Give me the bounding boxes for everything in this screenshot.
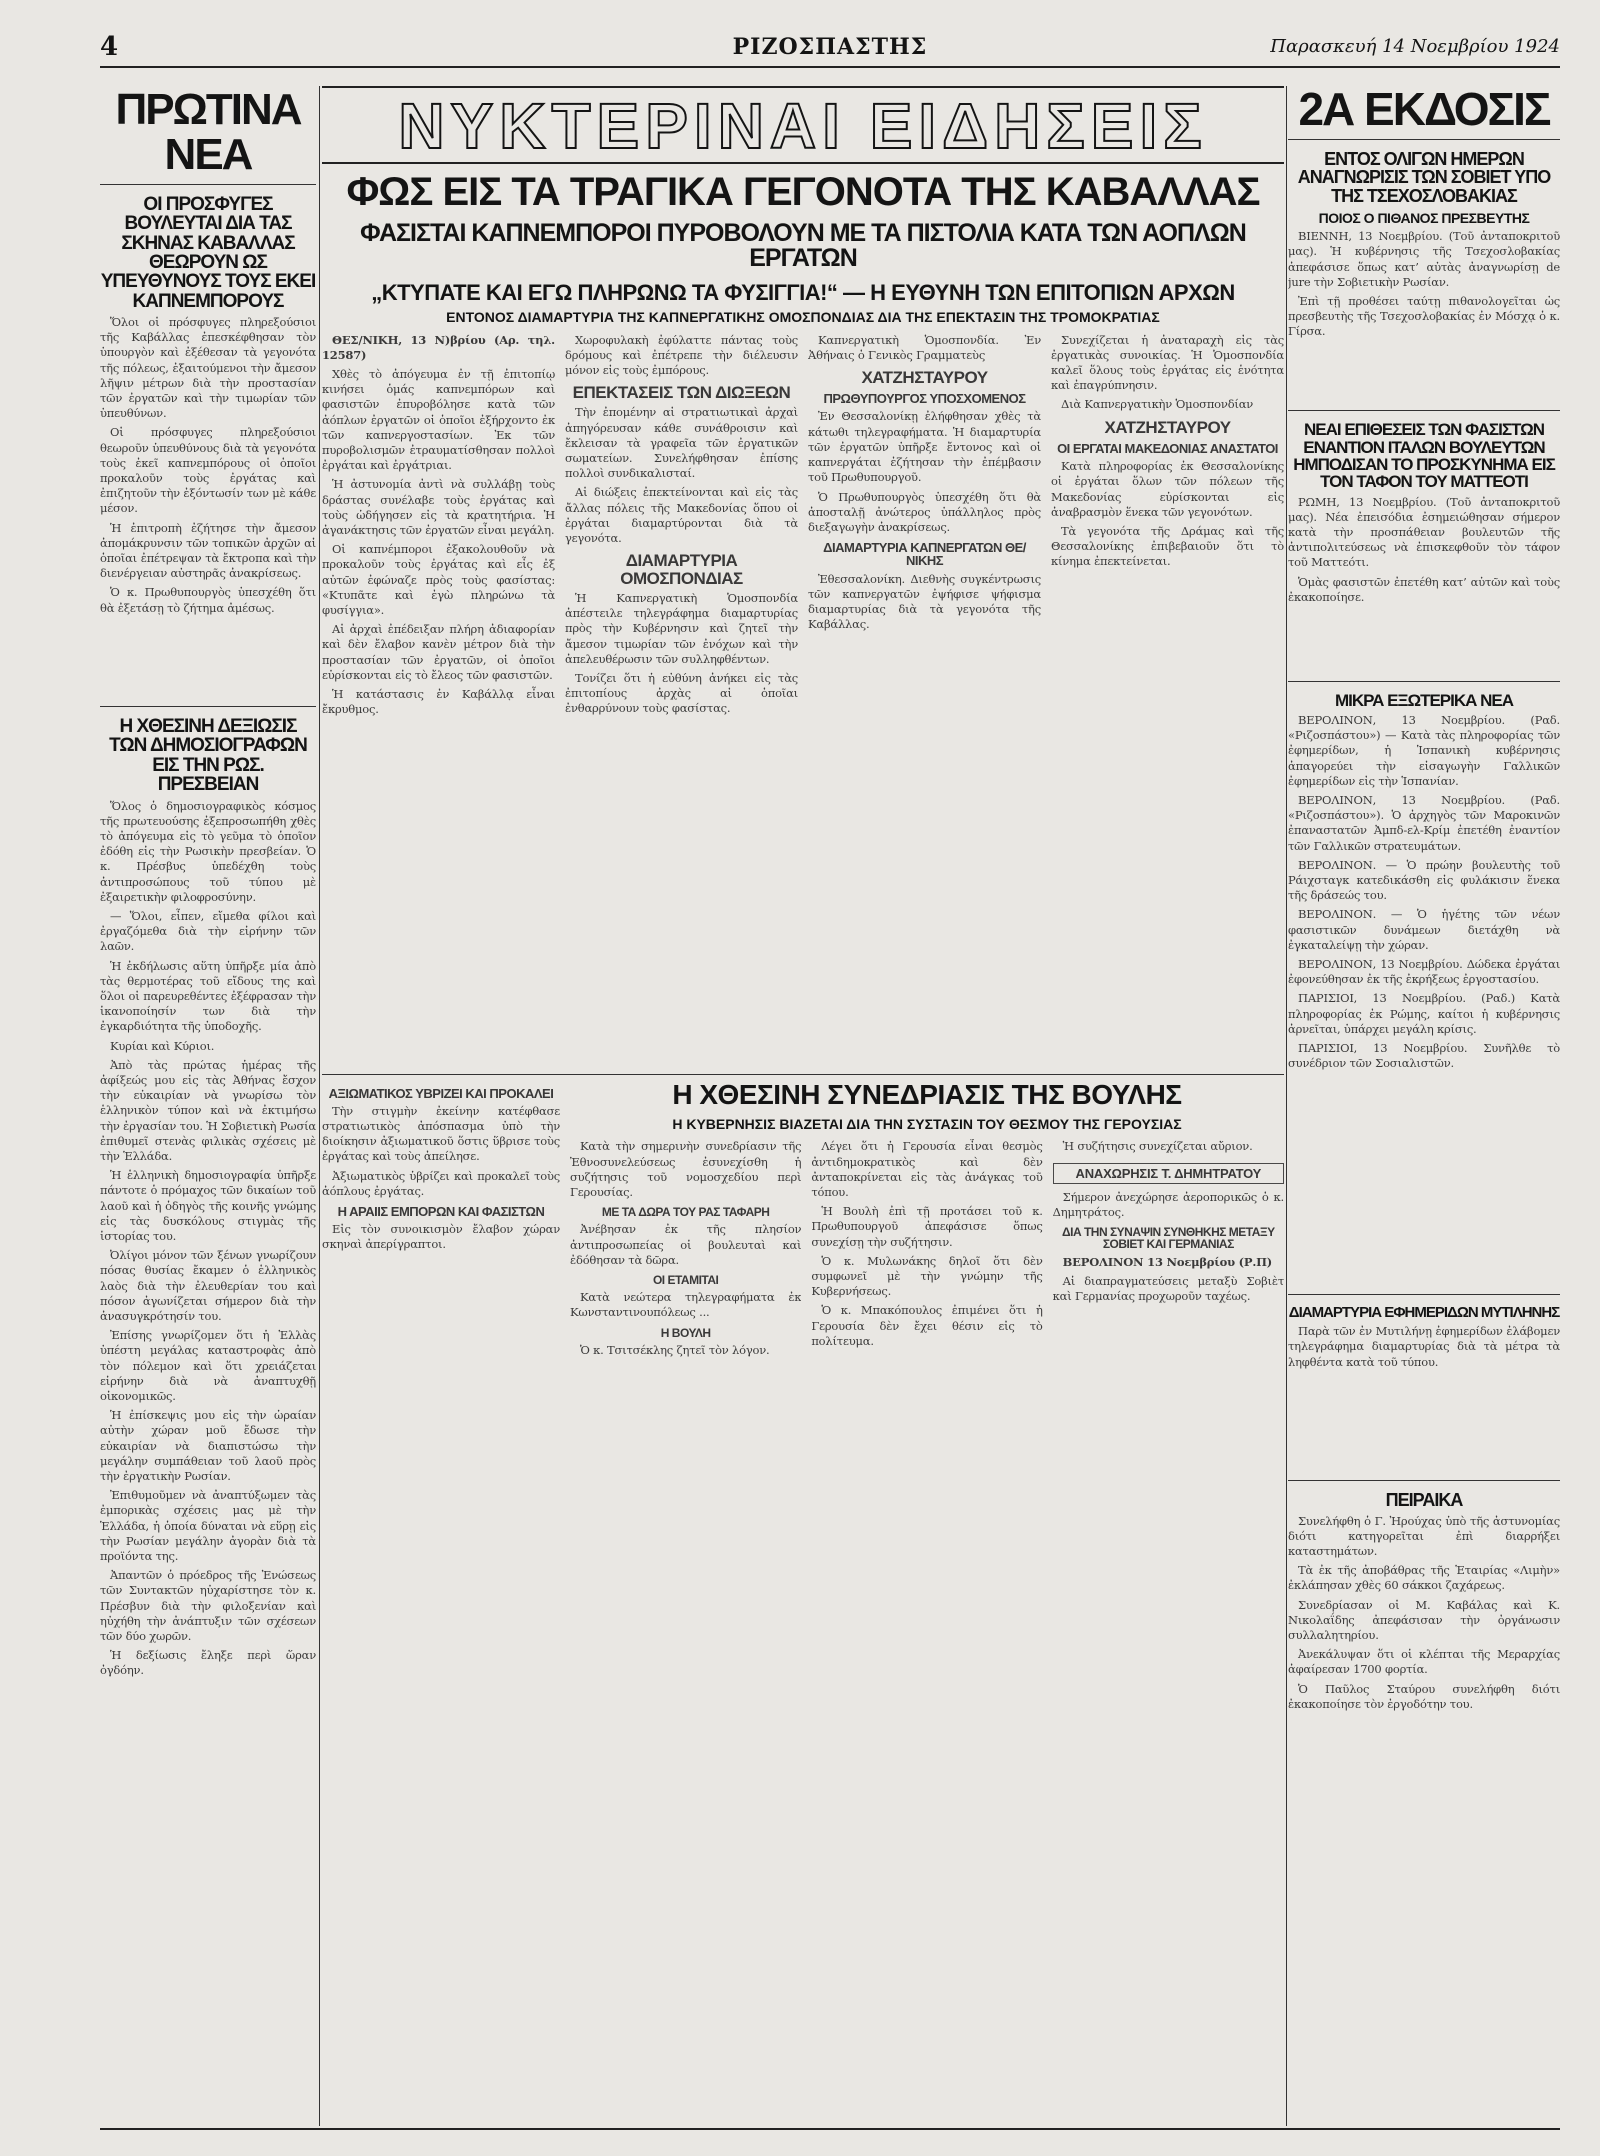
right-story3-headline: ΜΙΚΡΑ ΕΞΩΤΕΡΙΚΑ ΝΕΑ: [1334, 690, 1514, 710]
right-story2-headline: ΝΕΑΙ ΕΠΙΘΕΣΕΙΣ ΤΩΝ ΦΑΣΙΣΤΩΝ ΕΝΑΝΤΙΟΝ ΙΤΑΛΩΝ ΒΟΥΛΕΥΤΩΝ ΗΜΠΟΔΙΣΑΝ ΤΟ ΠΡΟΣΚΥΝΗΜΑ ΕΙΣ ΤΟΝ ΤΑΦΟΝ ΤΟΥ ΜΑΤΤΕΟΤΙ: [1293, 420, 1555, 492]
right-column: [1288, 86, 1560, 2126]
left-story1-headline: ΟΙ ΠΡΟΣΦΥΓΕΣ ΒΟΥΛΕΥΤΑΙ ΔΙΑ ΤΑΣ ΣΚΗΝΑΣ ΚΑΒΑΛΛΑΣ ΘΕΩΡΟΥΝ ΩΣ ΥΠΕΥΘΥΝΟΥΣ ΤΟΥΣ ΕΚΕΙ ΚΑΠΝΕΜΠΟΡΟΥΣ: [100, 193, 316, 312]
kavala-col-3: Καπνεργατικὴ Ὁμοσπονδία. Ἐν Ἀθήναις ὁ Γενικὸς Γραμματεὺς ΧΑΤΖΗΣΤΑΥΡΟΥ ΠΡΩΘΥΠΟΥΡΓΟΣ ΥΠΟΣΧΟΜΕΝΟΣ Ἐν Θεσσαλονίκῃ ἐλήφθησαν χθὲς τὰ κάτωθι τηλεγραφήματα. Ἡ διαμαρτυρία τῶν ἐργατῶν ὑπῆρξε ἔντονος καὶ οἱ καπνεργάται ἐζήτησαν τὴν ἐπέμβασιν τοῦ Πρωθυπουργοῦ. Ὁ Πρωθυπουργὸς ὑπεσχέθη ὅτι θὰ ἀποσταλῇ ἀνώτερος ὑπάλληλος πρὸς διεξαγωγὴν ἀνακρίσεως. ΔΙΑΜΑΡΤΥΡΙΑ ΚΑΠΝΕΡΓΑΤΩΝ ΘΕ/ΝΙΚΗΣ Ἐθεσσαλονίκη. Διεθνὴς συγκέντρωσις τῶν καπνεργατῶν ἐψήφισε ψήφισμα διαμαρτυρίας διὰ τὰ γεγονότα τῆς Καβάλλας.: [808, 332, 1041, 632]
right-story2-body: ΡΩΜΗ, 13 Νοεμβρίου. (Τοῦ ἀνταποκριτοῦ μας). Νέα ἐπεισόδια ἐσημειώθησαν σήμερον κατὰ τὴν προσπάθειαν βουλευτῶν τῆς ἀντιπολιτεύσεως νὰ ἐπισκεφθοῦν τὸν τάφον τοῦ Ματτεότι. Ὁμὰς φασιστῶν ἐπετέθη κατ’ αὐτῶν καὶ τοὺς ἐκακοποίησε.: [1288, 494, 1560, 604]
section-araiis: Η ΑΡΑΙΙΣ ΕΜΠΟΡΩΝ ΚΑΙ ΦΑΣΙΣΤΩΝ: [337, 1203, 545, 1219]
section-etamitai: ΟΙ ΕΤΑΜΙΤΑΙ: [652, 1272, 719, 1287]
section-dora: ΜΕ ΤΑ ΔΩΡΑ ΤΟΥ ΡΑΣ ΤΑΦΑΡΗ: [601, 1205, 770, 1220]
section-diamartyria: ΔΙΑΜΑΡΤΥΡΙΑ ΟΜΟΣΠΟΝΔΙΑΣ: [620, 551, 743, 588]
night-news-banner: ΝΥΚΤΕΡΙΝΑΙ ΕΙΔΗΣΕΙΣ: [398, 90, 1208, 162]
vouli-subhead: Η ΚΥΒΕΡΝΗΣΙΣ ΒΙΑΖΕΤΑΙ ΔΙΑ ΤΗΝ ΣΥΣΤΑΣΙΝ ΤΟΥ ΘΕΣΜΟΥ ΤΗΣ ΓΕΡΟΥΣΙΑΣ: [672, 1116, 1182, 1133]
vouli-block: [570, 1078, 1284, 1911]
left-story1-body: Ὅλοι οἱ πρόσφυγες πληρεξούσιοι τῆς Καβάλλας ἐπεσκέφθησαν τὸν ὑπουργὸν καὶ ἐξέθεσαν τὰ γεγονότα τῆς πόλεως, ἐξαιτούμενοι τὴν ἄμεσον λῆψιν μέτρων διὰ τὴν προστασίαν τῶν ἐργατῶν καὶ τὴν τιμωρίαν τῶν ὑπευθύνων. Οἱ πρόσφυγες πληρεξούσιοι θεωροῦν ὑπευθύνους διὰ τὰ γεγονότα τοὺς ἐκεῖ καπνεμπόρους οἱ ὁποῖοι προκαλοῦν τοὺς ἐργάτας καὶ ἐπιζητοῦν τὴν ἐξόντωσίν των μὲ κάθε μέσον. Ἡ ἐπιτροπὴ ἐζήτησε τὴν ἄμεσον ἀπομάκρυνσιν τῶν τοπικῶν ἀρχῶν αἱ ὁποῖαι ἐπέτρεψαν τὰ ἔκτροπα καὶ τὴν διενέργειαν αὐστηρᾶς ἀνακρίσεως. Ὁ κ. Πρωθυπουργὸς ὑπεσχέθη ὅτι θὰ ἐξετάσῃ τὸ ζήτημα ἀμέσως.: [100, 315, 316, 615]
left-section-title: ΠΡΩΤΙΝΑ ΝΕΑ: [115, 86, 301, 179]
masthead-rule: [100, 66, 1560, 68]
section-synapsis: ΔΙΑ ΤΗΝ ΣΥΝΑΨΙΝ ΣΥΝΘΗΚΗΣ ΜΕΤΑΞΥ ΣΟΒΙΕΤ ΚΑΙ ΓΕΡΜΑΝΙΑΣ: [1062, 1225, 1275, 1252]
section-epektaseis: ΕΠΕΚΤΑΣΕΙΣ ΤΩΝ ΔΙΩΞΕΩΝ: [572, 383, 791, 403]
right-story5-body: Συνελήφθη ὁ Γ. Ἠρούχας ὑπὸ τῆς ἀστυνομίας διότι κατηγορεῖται ἐπὶ διαρρήξει καταστημάτων. Τὰ ἐκ τῆς ἀποβάθρας τῆς Ἑταιρίας «Λιμὴν» ἐκλάπησαν χθὲς 60 σάκκοι ζαχάρεως. Συνεδρίασαν οἱ Μ. Καβάλας καὶ Κ. Νικολαΐδης ἀπεφάσισαν τὴν ὀργάνωσιν συλλαλητηρίου. Ἀνεκάλυψαν ὅτι οἱ κλέπται τῆς Μεραρχίας ἀφαίρεσαν 1700 φορτία. Ὁ Παῦλος Σταύρου συνελήφθη διότι ἐκακοποίησε τὸν ἐργοδότην του.: [1288, 1513, 1560, 1711]
vouli-headline: Η ΧΘΕΣΙΝΗ ΣΥΝΕΔΡΙΑΣΙΣ ΤΗΣ ΒΟΥΛΗΣ: [672, 1078, 1182, 1110]
right-story4-body: Παρὰ τῶν ἐν Μυτιλήνῃ ἐφημερίδων ἐλάβομεν τηλεγράφημα διαμαρτυρίας διὰ τὰ μέτρα τὰ ληφθέντα κατὰ τοῦ τύπου.: [1288, 1324, 1560, 1369]
synapsis-dateline: ΒΕΡΟΛΙΝΟΝ 13 Νοεμβρίου (Ρ.Π): [1062, 1254, 1273, 1269]
right-story4-headline: ΔΙΑΜΑΡΤΥΡΙΑ ΕΦΗΜΕΡΙΔΩΝ ΜΥΤΙΛΗΝΗΣ: [1288, 1303, 1560, 1321]
right-story5-headline: ΠΕΙΡΑΙΚΑ: [1385, 1490, 1463, 1511]
column-divider: [319, 86, 320, 2126]
left-column: [100, 86, 316, 2126]
section-pryo: ΠΡΩΘΥΠΟΥΡΓΟΣ ΥΠΟΣΧΟΜΕΝΟΣ: [823, 391, 1026, 407]
right-story1-headline: ΕΝΤΟΣ ΟΛΙΓΩΝ ΗΜΕΡΩΝ ΑΝΑΓΝΩΡΙΣΙΣ ΤΩΝ ΣΟΒΙΕΤ ΥΠΟ ΤΗΣ ΤΣΕΧΟΣΛΟΒΑΚΙΑΣ: [1297, 148, 1551, 206]
section-xatzistavrou: ΧΑΤΖΗΣΤΑΥΡΟΥ: [861, 367, 988, 387]
right-story3-body: ΒΕΡΟΛΙΝΟΝ, 13 Νοεμβρίου. (Ραδ. «Ριζοσπάστου») — Κατὰ τὰς πληροφορίας τῶν ἐφημερίδων, ἡ Ἱσπανικὴ κυβέρνησις ἀπαγορεύει τὴν εἰσαγωγὴν Γαλλικῶν ἐφημερίδων εἰς τὴν Ἱσπανίαν. ΒΕΡΟΛΙΝΟΝ, 13 Νοεμβρίου. (Ραδ. «Ριζοσπάστου»). Ὁ ἀρχηγὸς τῶν Μαροκινῶν ἐπαναστατῶν Ἀμπδ-ελ-Κρίμ ἐπετέθη ἐναντίον τῶν Γαλλικῶν στρατευμάτων. ΒΕΡΟΛΙΝΟΝ. — Ὁ πρώην βουλευτὴς τοῦ Ράιχσταγκ κατεδικάσθη εἰς φυλάκισιν ἕνεκα τῆς δράσεώς του. ΒΕΡΟΛΙΝΟΝ. — Ὁ ἡγέτης τῶν νέων φασιστικῶν δυνάμεων διετάχθη νὰ ἐγκαταλείψῃ τὴν χώραν. ΒΕΡΟΛΙΝΟΝ, 13 Νοεμβρίου. Δώδεκα ἐργάται ἐφονεύθησαν ἐκ τῆς ἐκρήξεως ἐργοστασίου. ΠΑΡΙΣΙΟΙ, 13 Νοεμβρίου. (Ραδ.) Κατὰ πληροφορίας ἐκ Ρώμης, καίτοι ἡ κυβέρνησις ἀρνεῖται, ὑπάρχει μεγάλη κρίσις. ΠΑΡΙΣΙΟΙ, 13 Νοεμβρίου. Συνῆλθε τὸ συνέδριον τῶν Σοσιαλιστῶν.: [1288, 712, 1560, 1071]
section-ergatai: ΟΙ ΕΡΓΑΤΑΙ ΜΑΚΕΔΟΝΙΑΣ ΑΝΑΣΤΑΤΟΙ: [1057, 440, 1278, 456]
protest-subhead: ΕΝΤΟΝΟΣ ΔΙΑΜΑΡΤΥΡΙΑ ΤΗΣ ΚΑΠΝΕΡΓΑΤΙΚΗΣ ΟΜΟΣΠΟΝΔΙΑΣ ΔΙΑ ΤΗΣ ΕΠΕΚΤΑΣΙΝ ΤΗΣ ΤΡΟΜΟΚΡΑΤΙΑΣ: [446, 309, 1160, 326]
main-subhead: ΦΑΣΙΣΤΑΙ ΚΑΠΝΕΜΠΟΡΟΙ ΠΥΡΟΒΟΛΟΥΝ ΜΕ ΤΑ ΠΙΣΤΟΛΙΑ ΚΑΤΑ ΤΩΝ ΑΟΠΛΩΝ ΕΡΓΑΤΩΝ: [360, 218, 1246, 273]
kavala-col-4: Συνεχίζεται ἡ ἀναταραχὴ εἰς τὰς ἐργατικὰς συνοικίας. Ἡ Ὁμοσπονδία καλεῖ ὅλους τοὺς ἐργάτας εἰς ἑνότητα καὶ ἐπαγρύπνησιν. Διὰ Καπνεργατικὴν Ὁμοσπονδίαν ΧΑΤΖΗΣΤΑΥΡΟΥ ΟΙ ΕΡΓΑΤΑΙ ΜΑΚΕΔΟΝΙΑΣ ΑΝΑΣΤΑΤΟΙ Κατὰ πληροφορίας ἐκ Θεσσαλονίκης οἱ ἐργάται ὅλων τῶν πόλεων τῆς Μακεδονίας εὑρίσκονται εἰς ἀναβρασμὸν ἕνεκα τῶν γεγονότων. Τὰ γεγονότα τῆς Δράμας καὶ τῆς Θεσσαλονίκης ἐπιβεβαιοῦν ὅτι τὸ κίνημα ἐπεκτείνεται.: [1051, 332, 1284, 569]
kavala-col-1: ΘΕΣ/ΝΙΚΗ, 13 Ν)βρίου (Αρ. τηλ. 12587) Χθὲς τὸ ἀπόγευμα ἐν τῇ ἐπιτοπίῳ κινήσει ὁμάς καπνεμπόρων καὶ φασιστῶν ἐπυροβόλησε κατὰ τῶν ἀόπλων ἐργατῶν οἱ ὁποῖοι ἐξήρχοντο ἐκ τῶν καπνεργοστασίων. Ἐκ τῶν πυροβολισμῶν ἐτραυματίσθησαν πολλοὶ ἐργάται καὶ ἐργάτριαι. Ἡ ἀστυνομία ἀντὶ νὰ συλλάβῃ τοὺς δράστας συνέλαβε τοὺς ἐργάτας καὶ τοὺς ὡδήγησεν εἰς τὰ κρατητήρια. Ἡ ἀγανάκτησις τῶν ἐργατῶν εἶναι μεγάλη. Οἱ καπνέμποροι ἐξακολουθοῦν νὰ προκαλοῦν τοὺς ἐργάτας καὶ εἷς ἐξ αὐτῶν ἐφώναζε πρὸς τοὺς φασίστας: «Κτυπᾶτε καὶ ἐγὼ πληρώνω τὰ φυσίγγια». Αἱ ἀρχαὶ ἐπέδειξαν πλήρη ἀδιαφορίαν καὶ δὲν ἔλαβον κανὲν μέτρον διὰ τὴν προστασίαν τῶν ἐργατῶν, οἱ ὁποῖοι εὑρίσκονται εἰς τὸ ἔλεος τῶν φασιστῶν. Ἡ κατάστασις ἐν Καβάλλᾳ εἶναι ἔκρυθμος.: [322, 332, 555, 717]
section-vouli: Η ΒΟΥΛΗ: [660, 1325, 711, 1340]
right-story1-kicker: ΠΟΙΟΣ Ο ΠΙΘΑΝΟΣ ΠΡΕΣΒΕΥΤΗΣ: [1318, 209, 1530, 226]
quote-subhead: „ΚΤΥΠΑΤΕ ΚΑΙ ΕΓΩ ΠΛΗΡΩΝΩ ΤΑ ΦΥΣΙΓΓΙΑ!“ — Η ΕΥΘΥΝΗ ΤΩΝ ΕΠΙΤΟΠΙΩΝ ΑΡΧΩΝ: [371, 279, 1235, 305]
lower-center: [322, 1078, 1284, 1911]
issue-date: Παρασκευή 14 Νοεμβρίου 1924: [1270, 36, 1560, 57]
banner-frame: [322, 86, 1284, 164]
section-diamartyria-kapn: ΔΙΑΜΑΡΤΥΡΙΑ ΚΑΠΝΕΡΓΑΤΩΝ ΘΕ/ΝΙΚΗΣ: [823, 540, 1026, 569]
kavala-dateline: ΘΕΣ/ΝΙΚΗ, 13 Ν)βρίου (Αρ. τηλ. 12587): [322, 332, 555, 362]
vouli-columns: [570, 1139, 1284, 1362]
page-number: 4: [100, 32, 119, 62]
box-anaxorisis: ΑΝΑΧΩΡΗΣΙΣ Τ. ΔΗΜΗΤΡΑΤΟΥ: [1053, 1163, 1284, 1184]
newspaper-name: ΡΙΖΟΣΠΑΣΤΗΣ: [732, 34, 928, 60]
center-column: [322, 86, 1284, 2126]
masthead: [100, 28, 1560, 62]
bottom-rule: [100, 2128, 1560, 2130]
section-axiomatikos: ΑΞΙΩΜΑΤΙΚΟΣ ΥΒΡΙΖΕΙ ΚΑΙ ΠΡΟΚΑΛΕΙ: [328, 1085, 554, 1101]
vouli-col-2: Λέγει ὅτι ἡ Γερουσία εἶναι θεσμὸς ἀντιδημοκρατικὸς καὶ δὲν ἀνταποκρίνεται εἰς τὰς ἀνάγκας τοῦ τόπου. Ἡ Βουλὴ ἐπὶ τῇ προτάσει τοῦ κ. Πρωθυπουργοῦ ἀπεφάσισε ὅπως συνεχίσῃ τὴν συζήτησιν. Ὁ κ. Μυλωνάκης δηλοῖ ὅτι δὲν συμφωνεῖ μὲ τὴν γνώμην τῆς Κυβερνήσεως. Ὁ κ. Μπακόπουλος ἐπιμένει ὅτι ἡ Γερουσία δὲν ἔχει θέσιν εἰς τὸ πολίτευμα.: [811, 1139, 1043, 1348]
column-divider: [1286, 86, 1287, 2126]
main-headline: ΦΩΣ ΕΙΣ ΤΑ ΤΡΑΓΙΚΑ ΓΕΓΟΝΟΤΑ ΤΗΣ ΚΑΒΑΛΛΑΣ: [346, 170, 1260, 214]
kavala-col-2: Χωροφυλακὴ ἐφύλαττε πάντας τοὺς δρόμους καὶ ἐπέτρεπε τὴν διέλευσιν μόνον εἰς τοὺς ἐμπόρους. ΕΠΕΚΤΑΣΕΙΣ ΤΩΝ ΔΙΩΞΕΩΝ Τὴν ἐπομένην αἱ στρατιωτικαὶ ἀρχαὶ ἀπηγόρευσαν κάθε συνάθροισιν καὶ ἔκλεισαν τὰ γραφεῖα τῶν ἐργατικῶν σωματείων. Συνελήφθησαν ἐπίσης πολλοὶ συνδικαλισταί. Αἱ διώξεις ἐπεκτείνονται καὶ εἰς τὰς ἄλλας πόλεις τῆς Μακεδονίας ὅπου οἱ ἐργάται διαμαρτύρονται διὰ τὰ γεγονότα. ΔΙΑΜΑΡΤΥΡΙΑ ΟΜΟΣΠΟΝΔΙΑΣ Ἡ Καπνεργατικὴ Ὁμοσπονδία ἀπέστειλε τηλεγράφημα διαμαρτυρίας πρὸς τὴν Κυβέρνησιν καὶ ζητεῖ τὴν ἄμεσον τιμωρίαν τῶν ἐνόχων καὶ τὴν ἀπελευθέρωσιν τῶν συλληφθέντων. Τονίζει ὅτι ἡ εὐθύνη ἀνήκει εἰς τὰς ἐπιτοπίους ἀρχὰς αἱ ὁποῖαι ἐνθαρρύνουν τοὺς φασίστας.: [565, 332, 798, 716]
vouli-col-3: Ἡ συζήτησις συνεχίζεται αὔριον. ΑΝΑΧΩΡΗΣΙΣ Τ. ΔΗΜΗΤΡΑΤΟΥ Σήμερον ἀνεχώρησε ἀεροπορικῶς ὁ κ. Δημητράτος. ΔΙΑ ΤΗΝ ΣΥΝΑΨΙΝ ΣΥΝΘΗΚΗΣ ΜΕΤΑΞΥ ΣΟΒΙΕΤ ΚΑΙ ΓΕΡΜΑΝΙΑΣ ΒΕΡΟΛΙΝΟΝ 13 Νοεμβρίου (Ρ.Π) Αἱ διαπραγματεύσεις μεταξὺ Σοβιὲτ καὶ Γερμανίας προχωροῦν ταχέως.: [1052, 1139, 1284, 1304]
left-story2-headline: Η ΧΘΕΣΙΝΗ ΔΕΞΙΩΣΙΣ ΤΩΝ ΔΗΜΟΣΙΟΓΡΑΦΩΝ ΕΙΣ ΤΗΝ ΡΩΣ. ΠΡΕΣΒΕΙΑΝ: [109, 716, 307, 796]
second-edition-title: 2Α ΕΚΔΟΣΙΣ: [1298, 86, 1550, 135]
lower-left-col: ΑΞΙΩΜΑΤΙΚΟΣ ΥΒΡΙΖΕΙ ΚΑΙ ΠΡΟΚΑΛΕΙ Τὴν στιγμὴν ἐκείνην κατέφθασε στρατιωτικὸς ἀπόσπασμα ὑπὸ τὴν διοίκησιν ἀξιωματικοῦ ὅστις ὕβρισε τοὺς ἐργάτας καὶ τοὺς ἀπείλησε. Ἀξιωματικὸς ὑβρίζει καὶ προκαλεῖ τοὺς ἀόπλους ἐργάτας. Η ΑΡΑΙΙΣ ΕΜΠΟΡΩΝ ΚΑΙ ΦΑΣΙΣΤΩΝ Εἰς τὸν συνοικισμὸν ἔλαβον χώραν σκηναὶ ἀπερίγραπτοι.: [322, 1085, 560, 1252]
left-story2-body: Ὅλος ὁ δημοσιογραφικὸς κόσμος τῆς πρωτευούσης ἐξεπροσωπήθη χθὲς τὸ ἀπόγευμα εἰς τὸ γεῦμα τὸ ὁποῖον ἐδόθη εἰς τὴν Ρωσικὴν πρεσβείαν. Ὁ κ. Πρέσβυς ὑπεδέχθη τοὺς ἀντιπροσώπους τοῦ τύπου μὲ ἐξαιρετικὴν φιλοφροσύνην. — Ὅλοι, εἶπεν, εἴμεθα φίλοι καὶ ἐργαζόμεθα διὰ τὴν εἰρήνην τῶν λαῶν. Ἡ ἐκδήλωσις αὕτη ὑπῆρξε μία ἀπὸ τὰς θερμοτέρας τοῦ εἴδους της καὶ ὅλοι οἱ παρευρεθέντες ἐξέφρασαν τὴν ἱκανοποίησίν των διὰ τὴν ἐγκαρδιότητα τῆς ὑποδοχῆς. Κυρίαι καὶ Κύριοι. Ἀπὸ τὰς πρώτας ἡμέρας τῆς ἀφίξεώς μου εἰς τὰς Ἀθήνας ἔσχον τὴν εὐκαιρίαν νὰ γνωρίσω τὸν ἑλληνικὸν τύπον καὶ νὰ ἐκτιμήσω τὴν ἐργασίαν του. Ἡ Σοβιετικὴ Ρωσία ἐπιθυμεῖ στενὰς φιλικὰς σχέσεις μὲ τὴν Ἑλλάδα. Ἡ ἑλληνικὴ δημοσιογραφία ὑπῆρξε πάντοτε ὁ πρόμαχος τῶν δικαίων τοῦ λαοῦ καὶ ἡ ὁδηγὸς τῆς κοινῆς γνώμης εἰς τὰς δυσκόλους στιγμὰς τῆς ἱστορίας του. Ὀλίγοι μόνον τῶν ξένων γνωρίζουν πόσας θυσίας ἔκαμεν ὁ ἑλληνικὸς λαὸς διὰ τὴν ἐλευθερίαν του καὶ πόσον ἀγωνίζεται σήμερον διὰ τὴν ἀνασυγκρότησίν του. Ἐπίσης γνωρίζομεν ὅτι ἡ Ἑλλὰς ὑπέστη μεγάλας καταστροφὰς ἀπὸ τὸν πόλεμον καὶ ὅτι χρειάζεται εἰρήνην διὰ νὰ ἀναπτυχθῇ οἰκονομικῶς. Ἡ ἐπίσκεψις μου εἰς τὴν ὡραίαν αὐτὴν χώραν μοῦ ἔδωσε τὴν εὐκαιρίαν νὰ διαπιστώσω τὴν μεγάλην συμπάθειαν τοῦ λαοῦ πρὸς τὴν ἐργατικὴν Ρωσίαν. Ἐπιθυμοῦμεν νὰ ἀναπτύξωμεν τὰς ἐμπορικὰς σχέσεις μας μὲ τὴν Ἑλλάδα, ἡ ὁποία δύναται νὰ εὕρῃ εἰς τὴν Ρωσίαν μεγάλην ἀγορὰν διὰ τὰ προϊόντα της. Ἀπαντῶν ὁ πρόεδρος τῆς Ἑνώσεως τῶν Συντακτῶν ηὐχαρίστησε τὸν κ. Πρέσβυν διὰ τὴν φιλοξενίαν καὶ ηὐχήθη τὴν ἀνάπτυξιν τῶν σχέσεων τῶν δύο χωρῶν. Ἡ δεξίωσις ἔληξε περὶ ὥραν ὀγδόην.: [100, 798, 316, 1678]
right-story1-body: ΒΙΕΝΝΗ, 13 Νοεμβρίου. (Τοῦ ἀνταποκριτοῦ μας). Ἡ κυβέρνησις τῆς Τσεχοσλοβακίας ἀπεφάσισε ὅπως κατ’ αὐτὰς ἀναγνωρίσῃ de jure τὴν Σοβιετικὴν Ρωσίαν. Ἐπὶ τῇ προθέσει ταύτῃ πιθανολογεῖται ὡς πρεσβευτὴς τῆς Τσεχοσλοβακίας ἐν Μόσχᾳ ὁ κ. Γίρσα.: [1288, 229, 1560, 339]
vouli-col-1: Κατὰ τὴν σημερινὴν συνεδρίασιν τῆς Ἐθνοσυνελεύσεως ἐσυνεχίσθη ἡ συζήτησις τοῦ νομοσχεδίου περὶ Γερουσίας. ΜΕ ΤΑ ΔΩΡΑ ΤΟΥ ΡΑΣ ΤΑΦΑΡΗ Ἀνέβησαν ἐκ τῆς πλησίον ἀντιπροσωπείας οἱ βουλευταὶ καὶ ἐδόθησαν τὰ δῶρα. ΟΙ ΕΤΑΜΙΤΑΙ Κατὰ νεώτερα τηλεγραφήματα ἐκ Κωνσταντινουπόλεως ... Η ΒΟΥΛΗ Ὁ κ. Τσιτσέκλης ζητεῖ τὸν λόγον.: [570, 1139, 802, 1357]
section-xatzistavrou-sign: ΧΑΤΖΗΣΤΑΥΡΟΥ: [1104, 417, 1231, 437]
